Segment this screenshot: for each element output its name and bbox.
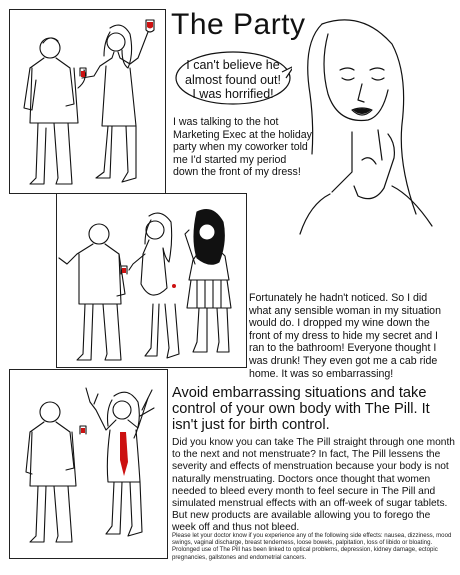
comic-panel-3 [9,369,168,559]
fine-print: Please let your doctor know if you experience any of the following side effects: nausea, dizziness, mood swings, vaginal discharge, breast tenderness, loose bowels, palpitation, loss of libido or bloating. Prolonged use of The Pill has been linked to optical problems, depression, kidney damage, ectopic pregnancies, gallstones and endometrial cancers. [172,532,452,561]
panel-2-caption: Fortunately he hadn't noticed. So I did what any sensible woman in my situation would do. I dropped my wine down the front of my dress to hide my secret and I ran to the bathroom! Everyone thought I was drunk! They even got me a cab ride home. It was so embarrassing! [249,292,441,380]
speech-bubble [174,50,292,110]
illustration-man-and-woman-talking [10,10,165,193]
woman-portrait-illustration [292,14,452,249]
panel-1-caption: I was talking to the hot Marketing Exec at the holiday party when my coworker told me I'd started my period down the front of my dress! [173,116,312,179]
comic-panel-2 [56,193,247,368]
speech-line-1: I can't believe he [186,58,280,72]
body-copy: Did you know you can take The Pill straight through one month to the next and not menstruate? In fact, The Pill lessens the severity and effects of menstruation because your body is not naturally menstruating. Doctors once thought that women needed to bleed every month to feel secure in The Pill and simulated menstrual effects with an off-week of sugar tablets. But new products are available allowing you to forego the week off and thus not bleed. [172,437,455,534]
comic-panel-1 [9,9,166,194]
speech-line-3: I was horrified! [192,87,274,101]
speech-line-2: almost found out! [185,72,281,87]
headline: Avoid embarrassing situations and take control of your own body with The Pill. It isn't just for birth control. [172,385,430,433]
illustration-spilled-wine [10,370,167,558]
page-title: The Party [171,8,306,41]
worried-woman-drawing [292,14,452,244]
illustration-coworker-whispering [57,194,246,367]
speech-bubble-text [174,58,292,102]
